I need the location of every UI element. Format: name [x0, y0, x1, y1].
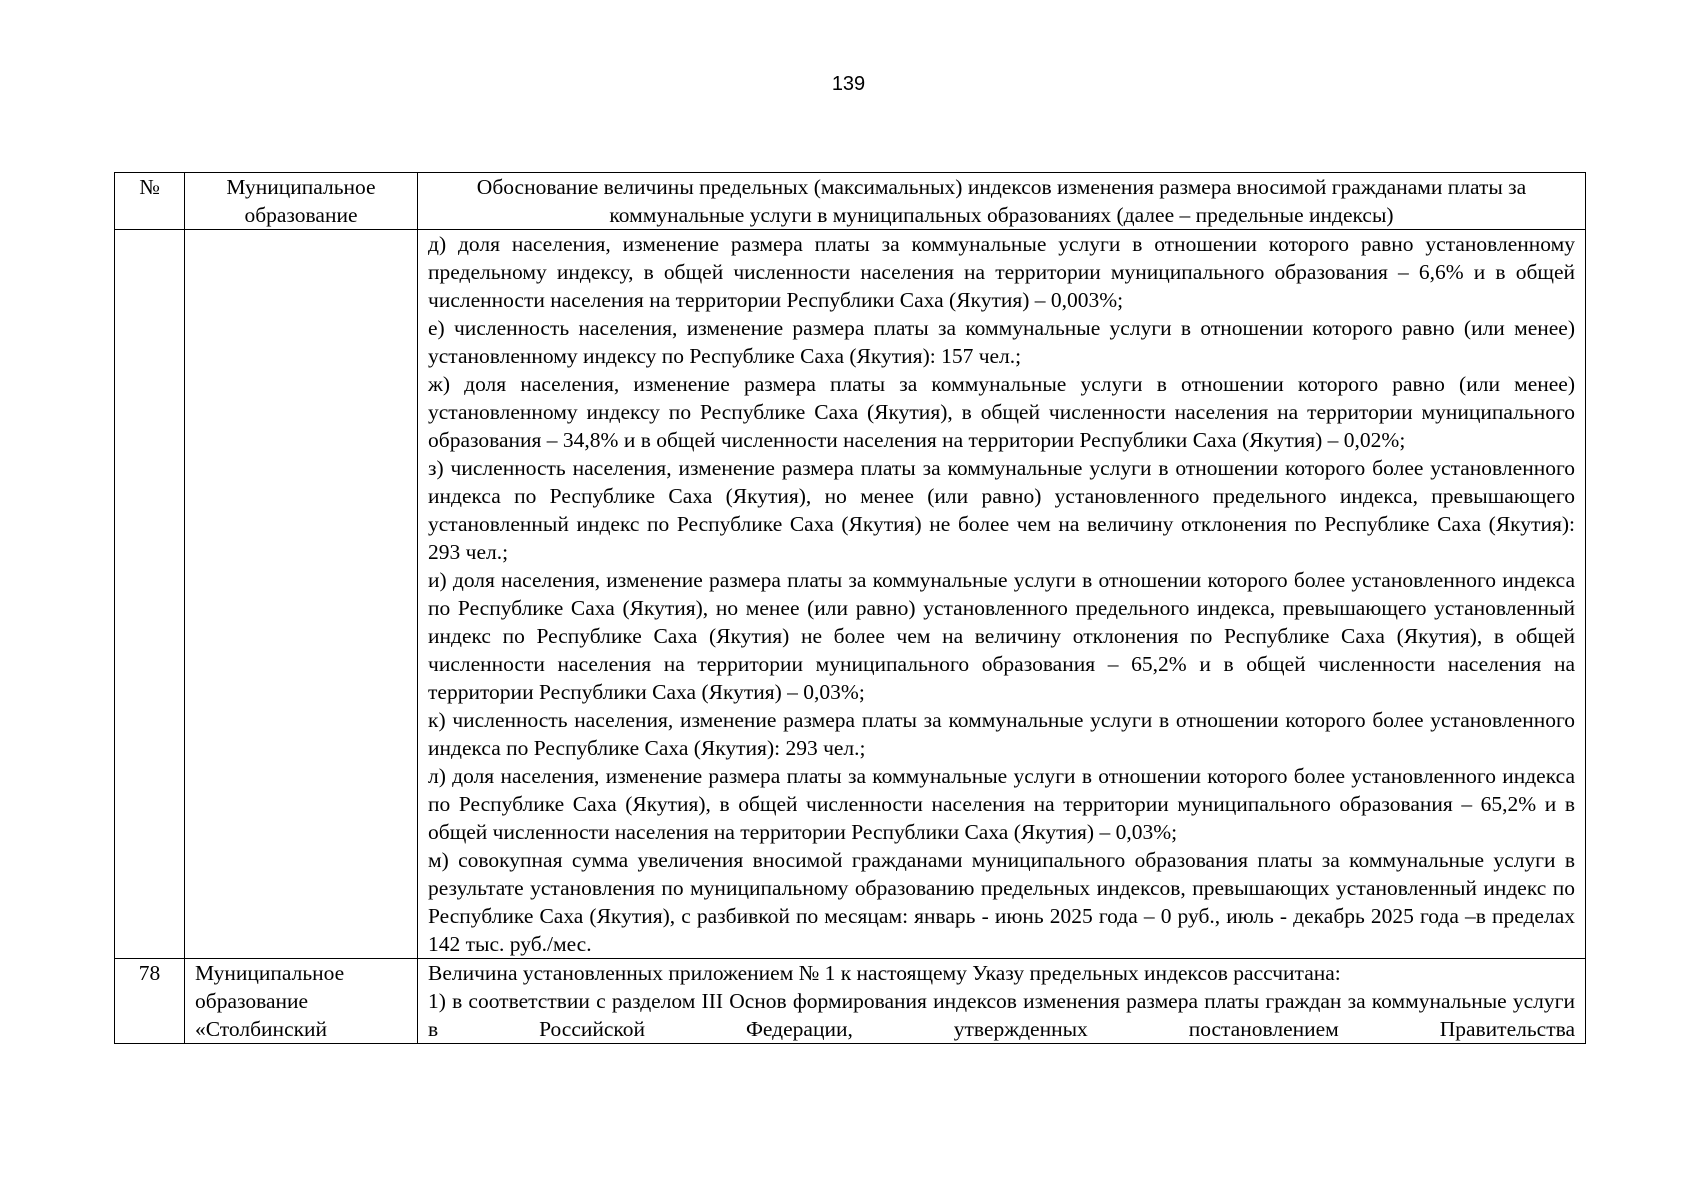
row-justification-cell [418, 959, 1586, 1044]
row-municipality-cell [185, 230, 418, 959]
paragraph-1: 1) в соответствии с разделом III Основ формирования индексов изменения размера платы граждан за коммунальные услуги в Российской Федерации, утвержденных постановлением Правительства [428, 989, 1575, 1041]
header-municipality: Муниципальное образование [185, 173, 418, 230]
header-num: № [115, 173, 185, 230]
header-justification: Обоснование величины предельных (максимальных) индексов изменения размера вносимой гражданами платы за коммунальные услуги в муниципальных образованиях (далее – предельные индексы) [418, 173, 1586, 230]
justification-table [114, 172, 1586, 1044]
paragraph-zh: ж) доля населения, изменение размера платы за коммунальные услуги в отношении которого равно (или менее) установленному индексу по Республике Саха (Якутия), в общей численности населения на территории муниципального образования – 34,8% и в общей численности населения на территории Республики Саха (Якутия) – 0,02%; [428, 372, 1575, 452]
table-header-row [115, 173, 1586, 230]
table-row [115, 959, 1586, 1044]
paragraph-k: к) численность населения, изменение размера платы за коммунальные услуги в отношении которого более установленного индекса по Республике Саха (Якутия): 293 чел.; [428, 708, 1575, 760]
row-justification-cell [418, 230, 1586, 959]
paragraph-e: е) численность населения, изменение размера платы за коммунальные услуги в отношении которого равно (или менее) установленному индексу по Республике Саха (Якутия): 157 чел.; [428, 316, 1575, 368]
row-num-cell [115, 230, 185, 959]
paragraph-m: м) совокупная сумма увеличения вносимой гражданами муниципального образования платы за коммунальные услуги в результате установления по муниципальному образованию предельных индексов, превышающих установленный индекс по Республике Саха (Якутия), с разбивкой по месяцам: январь - июнь 2025 года – 0 руб., июль - декабрь 2025 года –в пределах 142 тыс. руб./мес. [428, 848, 1575, 956]
paragraph-l: л) доля населения, изменение размера платы за коммунальные услуги в отношении которого более установленного индекса по Республике Саха (Якутия), в общей численности населения на территории муниципального образования – 65,2% и в общей численности населения на территории Республики Саха (Якутия) – 0,03%; [428, 764, 1575, 844]
paragraph-z: з) численность населения, изменение размера платы за коммунальные услуги в отношении которого более установленного индекса по Республике Саха (Якутия), но менее (или равно) установленного предельного индекса, превышающего установленный индекс по Республике Саха (Якутия) не более чем на величину отклонения по Республике Саха (Якутия): 293 чел.; [428, 456, 1575, 564]
paragraph-i: и) доля населения, изменение размера платы за коммунальные услуги в отношении которого более установленного индекса по Республике Саха (Якутия), но менее (или равно) установленного предельного индекса, превышающего установленный индекс по Республике Саха (Якутия) не более чем на величину отклонения по Республике Саха (Якутия), в общей численности населения на территории муниципального образования – 65,2% и в общей численности населения на территории Республики Саха (Якутия) – 0,03%; [428, 568, 1575, 704]
page-number: 139 [831, 73, 866, 95]
row-num-cell: 78 [115, 959, 185, 1044]
table-row [115, 230, 1586, 959]
row-municipality-cell: Муниципальное образование «Столбинский [185, 959, 418, 1044]
paragraph-intro: Величина установленных приложением № 1 к настоящему Указу предельных индексов рассчитана: [428, 961, 1341, 985]
paragraph-d: д) доля населения, изменение размера платы за коммунальные услуги в отношении которого равно установленному предельному индексу, в общей численности населения на территории муниципального образования – 6,6% и в общей численности населения на территории Республики Саха (Якутия) – 0,003%; [428, 232, 1575, 312]
